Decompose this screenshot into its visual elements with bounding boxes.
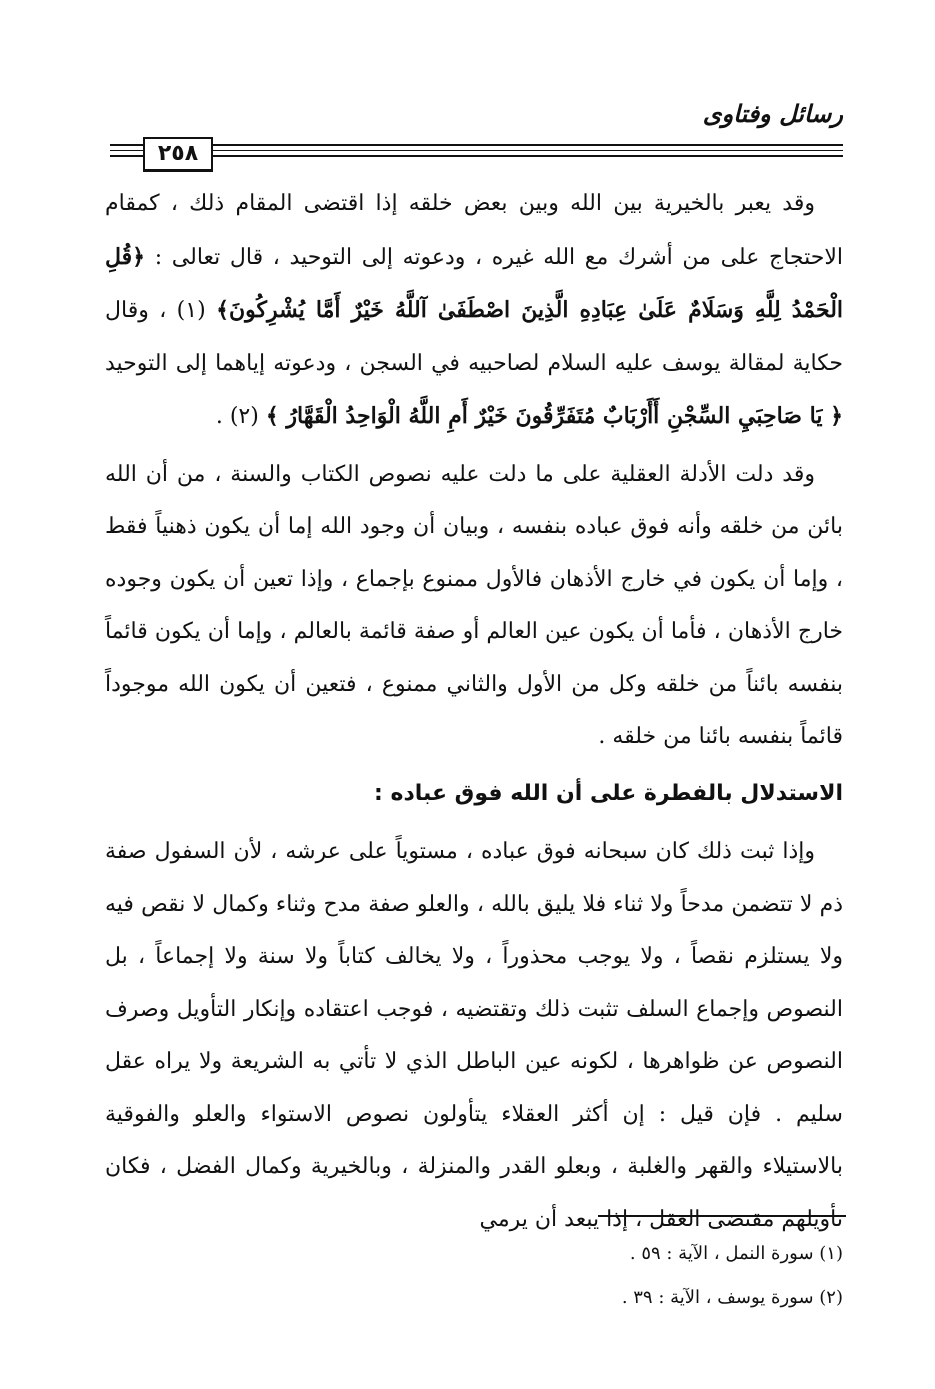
paragraph-1-text: وقد يعبر بالخيرية بين الله وبين بعض خلقه إذا اقتضى المقام ذلك ، كمقام الاحتجاج على من أشرك مع الله غيره ، ودعوته إلى التوحيد ، قال تعالى : [105, 191, 843, 270]
footnotes [343, 1232, 843, 1320]
running-header-title: رسائل وفتاوى [702, 100, 843, 128]
paragraph-3: وإذا ثبت ذلك كان سبحانه فوق عباده ، مستوياً على عرشه ، لأن السفول صفة ذم لا تتضمن مدحاً ولا ثناء فلا يليق بالله ، والعلو صفة مدح وثناء وكمال لا نقص فيه ولا يستلزم نقصاً ، ولا يوجب محذوراً ، ولا يخالف كتاباً ولا سنة ولا إجماعاً ، بل النصوص وإجماع السلف تثبت ذلك وتقتضيه ، فوجب اعتقاده وإنكار التأويل وصرف النصوص عن ظواهرها ، لكونه عين الباطل الذي لا تأتي به الشريعة ولا يراه عقل سليم . فإن قيل : إن أكثر العقلاء يتأولون نصوص الاستواء والعلو والفوقية بالاستيلاء والقهر والغلبة ، وبعلو القدر والمنزلة ، وبالخيرية وكمال الفضل ، فكان تأويلهم مقتضى العقل ، إذا يبعد أن يرمي [105, 839, 843, 1232]
quran-verse-1: ﴿قُلِ الْحَمْدُ لِلَّهِ وَسَلَامٌ عَلَىٰ عِبَادِهِ الَّذِينَ اصْطَفَىٰ آللَّهُ خَيْرٌ أَمَّا يُشْرِكُونَ﴾ [105, 243, 844, 323]
page-number-box: ٢٥٨ [143, 137, 213, 172]
footnote-ref-2: (٢) [222, 404, 266, 429]
header-rule-bottom [110, 155, 843, 157]
footnote-ref-1: (١) [166, 298, 217, 323]
paragraph-1-middle: ، وقال حكاية لمقالة يوسف عليه السلام لصاحبيه في السجن ، ودعوته إياهما إلى التوحيد [105, 298, 843, 376]
section-heading: الاستدلال بالفطرة على أن الله فوق عباده : [374, 780, 843, 806]
header-rule-top [110, 144, 843, 146]
main-text [105, 178, 843, 1246]
footnote-1: (١) سورة النمل ، الآية : ٥٩ . [629, 1243, 843, 1264]
paragraph-1 [105, 178, 843, 444]
footnote-separator [598, 1215, 846, 1217]
quran-verse-2: ﴿ يَا صَاحِبَيِ السِّجْنِ أَأَرْبَابٌ مُتَفَرِّقُونَ خَيْرٌ أَمِ اللَّهُ الْوَاحِدُ الْقَهَّارُ ﴾ [265, 403, 843, 429]
footnote-2: (٢) سورة يوسف ، الآية : ٣٩ . [621, 1287, 843, 1308]
paragraph-2: وقد دلت الأدلة العقلية على ما دلت عليه نصوص الكتاب والسنة ، من أن الله بائن من خلقه وأنه فوق عباده بنفسه ، وبيان أن وجود الله إما أن يكون ذهنياً فقط ، وإما أن يكون في خارج الأذهان فالأول ممنوع بإجماع ، وإذا تعين أن يكون وجوده خارج الأذهان ، فأما أن يكون عين العالم أو صفة قائمة بالعالم ، وإما أن يكون قائماً بنفسه بائناً من خلقه وكل من الأول والثاني ممنوع ، فتعين أن يكون الله موجوداً قائماً بنفسه بائنا من خلقه . [105, 461, 843, 749]
paragraph-1-end: . [215, 404, 223, 429]
header-rule-middle [110, 150, 843, 151]
